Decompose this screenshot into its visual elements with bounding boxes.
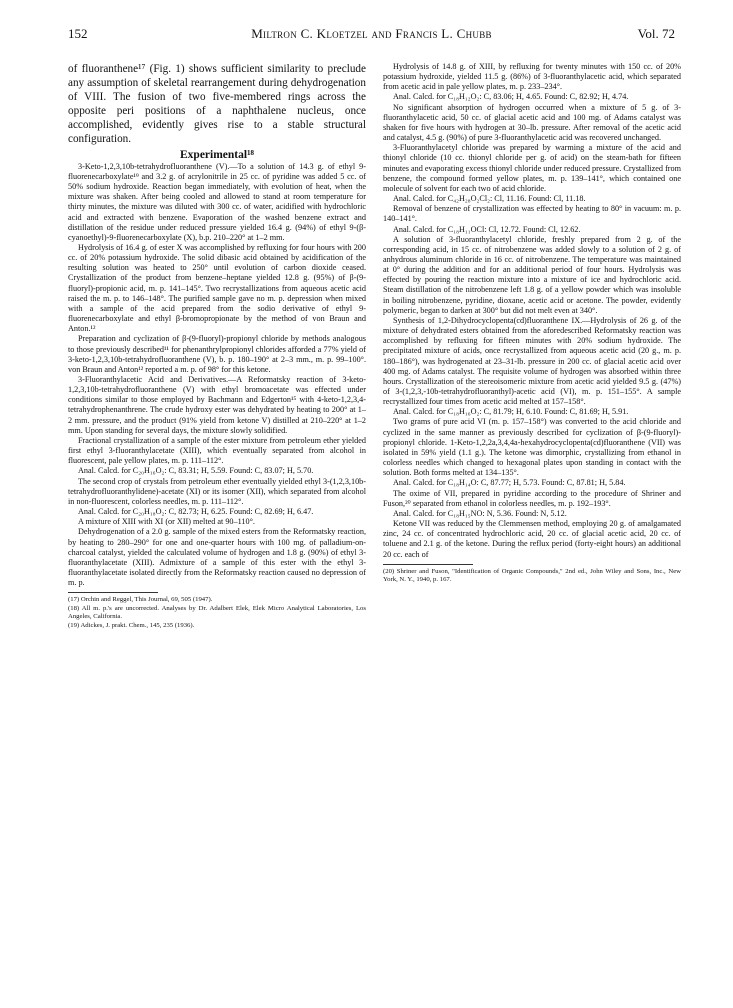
analysis-line: Anal. Calcd. for C₄₂H₂₈O₂Cl₂: Cl, 11.16. Found: Cl, 11.18.	[393, 194, 586, 204]
paragraph: A solution of 3-fluoranthylacetyl chloride, freshly prepared from 2 g. of the corresponding acid, in 15 cc. of nitrobenzene was added slowly to a solution of 2 g. of anhydrous aluminum chloride in 16 cc. of nitrobenzene. The temperature was maintained at 0° during the addition and for an additional period of four hours. Hydrolysis was effected by pouring the reaction mixture into a mixture of ice and hydrochloric acid. Steam distillation of the nitrobenzene left 1.8 g. of a yellow powder which was insoluble in boiling nitrobenzene, pyridine, dioxane, acetic acid or acetone. The powder, evidently polymeric, began to darken at 300° but did not melt even at 340°.	[383, 234, 681, 315]
paragraph: The second crop of crystals from petroleum ether eventually yielded ethyl 3-(1,2,3,10b-tetrahydrofluoranthylidene)-acetate (XI) or its isomer (XII), which separated from alcohol in non-fluorescent, colorless needles, m. p. 111–112°.	[68, 476, 366, 506]
footnote: (18) All m. p.'s are uncorrected. Analyses by Dr. Adalbert Elek, Elek Micro Analytical Laboratories, Los Angeles, California.	[68, 604, 366, 621]
analysis-line: Anal. Calcd. for C₁₈H₁₆O₂: C, 81.79; H, 6.10. Found: C, 81.69; H, 5.91.	[393, 407, 629, 417]
analysis-line: Anal. Calcd. for C₁₈H₁₅NO: N, 5.36. Found: N, 5.12.	[393, 508, 567, 518]
section-heading: Experimental¹⁸	[180, 148, 254, 161]
paragraph: Preparation and cyclization of β-(9-fluoryl)-propionyl chloride by methods analogous to those previously described¹¹ for phenanthrylpropionyl chlorides afforded a 77% yield of 3-keto-1,2,3,10b-tetrahydrofluoranthene (V), b. p. 180–190° at 2–3 mm., m. p. 99–100°. von Braun and Anton¹² reported a m. p. of 98° for this ketone.	[68, 334, 366, 374]
paragraph: Hydrolysis of 16.4 g. of ester X was accomplished by refluxing for four hours with 200 cc. of 20% potassium hydroxide. The solid dibasic acid obtained by acidification of the resulting solution was heated to 250° until evolution of carbon dioxide ceased. Crystallization of the product from benzene–heptane yielded 12.8 g. (95%) of β-(9-fluoryl)-propionic acid, m. p. 141–145°. Two recrystallizations from aqueous acetic acid raised the m. p. to 146–148°. The purified sample gave no m. p. depression when mixed with a sample of the acid prepared from the sodio derivative of ethyl 9-fluorenecarboxylate and ethyl β-bromopropionate by the method of von Braun and Anton.¹²	[68, 242, 366, 334]
paragraph: Two grams of pure acid VI (m. p. 157–158°) was converted to the acid chloride and cyclized in the same manner as previously described for cyclization of β-(9-fluoryl)-propionyl chloride. 1-Keto-1,2,2a,3,4,4a-hexahydrocyclopenta(cd)fluoranthene (VII) was isolated in 59% yield (1.1 g.). The ketone was dimorphic, crystallizing from ethanol in colorless needles which changed to hexagonal plates upon standing in contact with the solution. Both forms melted at 134–135°.	[383, 417, 681, 478]
paragraph: Hydrolysis of 14.8 g. of XIII, by refluxing for twenty minutes with 150 cc. of 20% potassium hydroxide, yielded 11.5 g. (86%) of 3-fluoranthylacetic acid, which separated from acetic acid in pale yellow plates, m. p. 233–234°.	[383, 62, 681, 92]
paragraph: Dehydrogenation of a 2.0 g. sample of the mixed esters from the Reformatsky reaction, by heating to 280–290° for one and one-quarter hours with 100 mg. of palladium-on-charcoal catalyst, yielded the calculated volume of hydrogen and 1.8 g. (90%) of ethyl 3-fluoranthylacetate (XIII). Admixture of a sample of this ester with the ethyl 3-fluoranthylacetate isolated directly from the Reformatsky reaction caused no depression of m. p.	[68, 527, 366, 588]
paragraph: 3-Fluoranthylacetyl chloride was prepared by warming a mixture of the acid and thionyl chloride (10 cc. thionyl chloride per g. of acid) on the steam-bath for fifteen minutes and evaporating excess thionyl chloride under reduced pressure. Crystallized from benzene, the compound formed yellow plates, m. p. 139–141°, which contained one molecule of solvent for each two of acid chloride.	[383, 143, 681, 193]
volume-label: Vol. 72	[637, 26, 675, 41]
running-header	[68, 26, 675, 44]
right-column	[383, 62, 681, 584]
analysis-line: Anal. Calcd. for C₁₈H₁₂O₂: C, 83.06; H, 4.65. Found: C, 82.92; H, 4.74.	[393, 92, 629, 102]
paragraph: Removal of benzene of crystallization was effected by heating to 80° in vacuum: m. p. 140–141°.	[383, 204, 681, 224]
running-title-authors: Miltron C. Kloetzel and Francis L. Chubb	[251, 26, 492, 41]
footnote: (20) Shriner and Fuson, "Identification of Organic Compounds," 2nd ed., John Wiley and Sons, Inc., New York, N. Y., 1940, p. 167.	[383, 567, 681, 584]
paragraph: 3-Keto-1,2,3,10b-tetrahydrofluoranthene (V).—To a solution of 14.3 g. of ethyl 9-fluorenecarboxylate¹⁹ and 3.2 g. of acrylonitrile in 25 cc. of pyridine was added 5 cc. of 50% sodium hydroxide. Reaction began immediately, with evolution of heat, when the mixture was shaken. After being cooled and allowed to stand at room temperature for thirty minutes, the mixture was diluted with 300 cc. of water, acidified with hydrochloric acid and extracted with benzene. Evaporation of the washed benzene extract and distillation of the residue under reduced pressure yielded 16.4 g. (94%) of ethyl 9-(β-cyanoethyl)-9-fluorenecarboxylate (X), b.p. 210–220° at 1–2 mm.	[68, 161, 366, 242]
intro-paragraph: of fluoranthene¹⁷ (Fig. 1) shows sufficient similarity to preclude any assumption of skeletal rearrangement during dehydrogenation of VIII. The fusion of two five-membered rings across the opposite peri positions of a naphthalene nucleus, once accomplished, evidently gives rise to a stable structural configuration.	[68, 63, 366, 146]
paragraph: Fractional crystallization of a sample of the ester mixture from petroleum ether yielded first ethyl 3-fluoranthylacetate (XIII), which eventually separated from alcohol in fluorescent, pale yellow plates, m. p. 111–112°.	[68, 435, 366, 466]
paragraph: Synthesis of 1,2-Dihydrocyclopenta(cd)fluoranthene IX.—Hydrolysis of 26 g. of the mixture of dehydrated esters obtained from the aforedescribed Reformatsky reaction was accomplished by refluxing for fifteen minutes with 20% sodium hydroxide. The precipitated mixture of acids, once recrystallized from aqueous acetic acid (20 g., m. p. 180–186°), was hydrogenated at 23–31-lb. pressure in 200 cc. of glacial acetic acid over 400 mg. of Adams catalyst. The requisite volume of hydrogen was absorbed within three hours. Crystallization of the stereoisomeric mixture from acetic acid yielded 9.5 g. (47%) of 3-(1,2,3,-10b-tetrahydrofluoranthyl)-acetic acid (VI), m. p. 151–155°. A sample recrystallized four times from acetic acid melted at 157–158°.	[383, 315, 681, 407]
footnote: (17) Orchin and Reggel, This Journal, 69, 505 (1947).	[68, 596, 213, 604]
paragraph: No significant absorption of hydrogen occurred when a mixture of 5 g. of 3-fluoranthylacetic acid, 50 cc. of glacial acetic acid and 100 mg. of Adams catalyst was shaken for five hours with hydrogen at 30–lb. pressure. After removal of the acetic acid and catalyst, 4.5 g. (90%) of pure 3-fluoranthylacetic acid was recovered unchanged.	[383, 102, 681, 143]
paragraph: A mixture of XIII with XI (or XII) melted at 90–110°.	[78, 517, 255, 527]
analysis-line: Anal. Calcd. for C₂₀H₁₈O₂: C, 82.73; H, 6.25. Found: C, 82.69; H, 6.47.	[78, 507, 314, 517]
left-column	[68, 62, 366, 630]
footnote-divider	[383, 564, 473, 565]
analysis-line: Anal. Calcd. for C₁₈H₁₁OCl: Cl, 12.72. Found: Cl, 12.62.	[393, 224, 581, 234]
page-number: 152	[68, 26, 88, 41]
paragraph: Ketone VII was reduced by the Clemmensen method, employing 20 g. of amalgamated zinc, 24 cc. of concentrated hydrochloric acid, 20 cc. of glacial acetic acid, 20 cc. of toluene and 2.1 g. of the ketone. During the reflux period (forty-eight hours) an additional 20 cc. each of	[383, 519, 681, 559]
analysis-line: Anal. Calcd. for C₂₀H₁₆O₂: C, 83.31; H, 5.59. Found: C, 83.07; H, 5.70.	[78, 466, 314, 476]
footnote-divider	[68, 592, 158, 593]
footnote: (19) Adickes, J. prakt. Chem., 145, 235 (1936).	[68, 621, 195, 629]
paragraph: 3-Fluoranthylacetic Acid and Derivatives.—A Reformatsky reaction of 3-keto-1,2,3,10b-tetrahydrofluoranthene (V) with ethyl bromoacetate was effected under conditions similar to those employed by Bachmann and Edgerton¹⁵ with 4-keto-1,2,3,4-tetrahydrophenanthrene. The crude hydroxy ester was dehydrated by heating to 200° at 1–2 mm. pressure, and the product (91% yield from ketone V) distilled at 210–220° at 1–2 mm. Upon standing for several days, the mixture slowly solidified.	[68, 375, 366, 435]
paragraph: The oxime of VII, prepared in pyridine according to the procedure of Shriner and Fuson,²⁰ separated from ethanol in colorless needles, m. p. 192–193°.	[383, 488, 681, 508]
analysis-line: Anal. Calcd. for C₁₈H₁₄O: C, 87.77; H, 5.73. Found: C, 87.81; H, 5.84.	[393, 478, 626, 488]
